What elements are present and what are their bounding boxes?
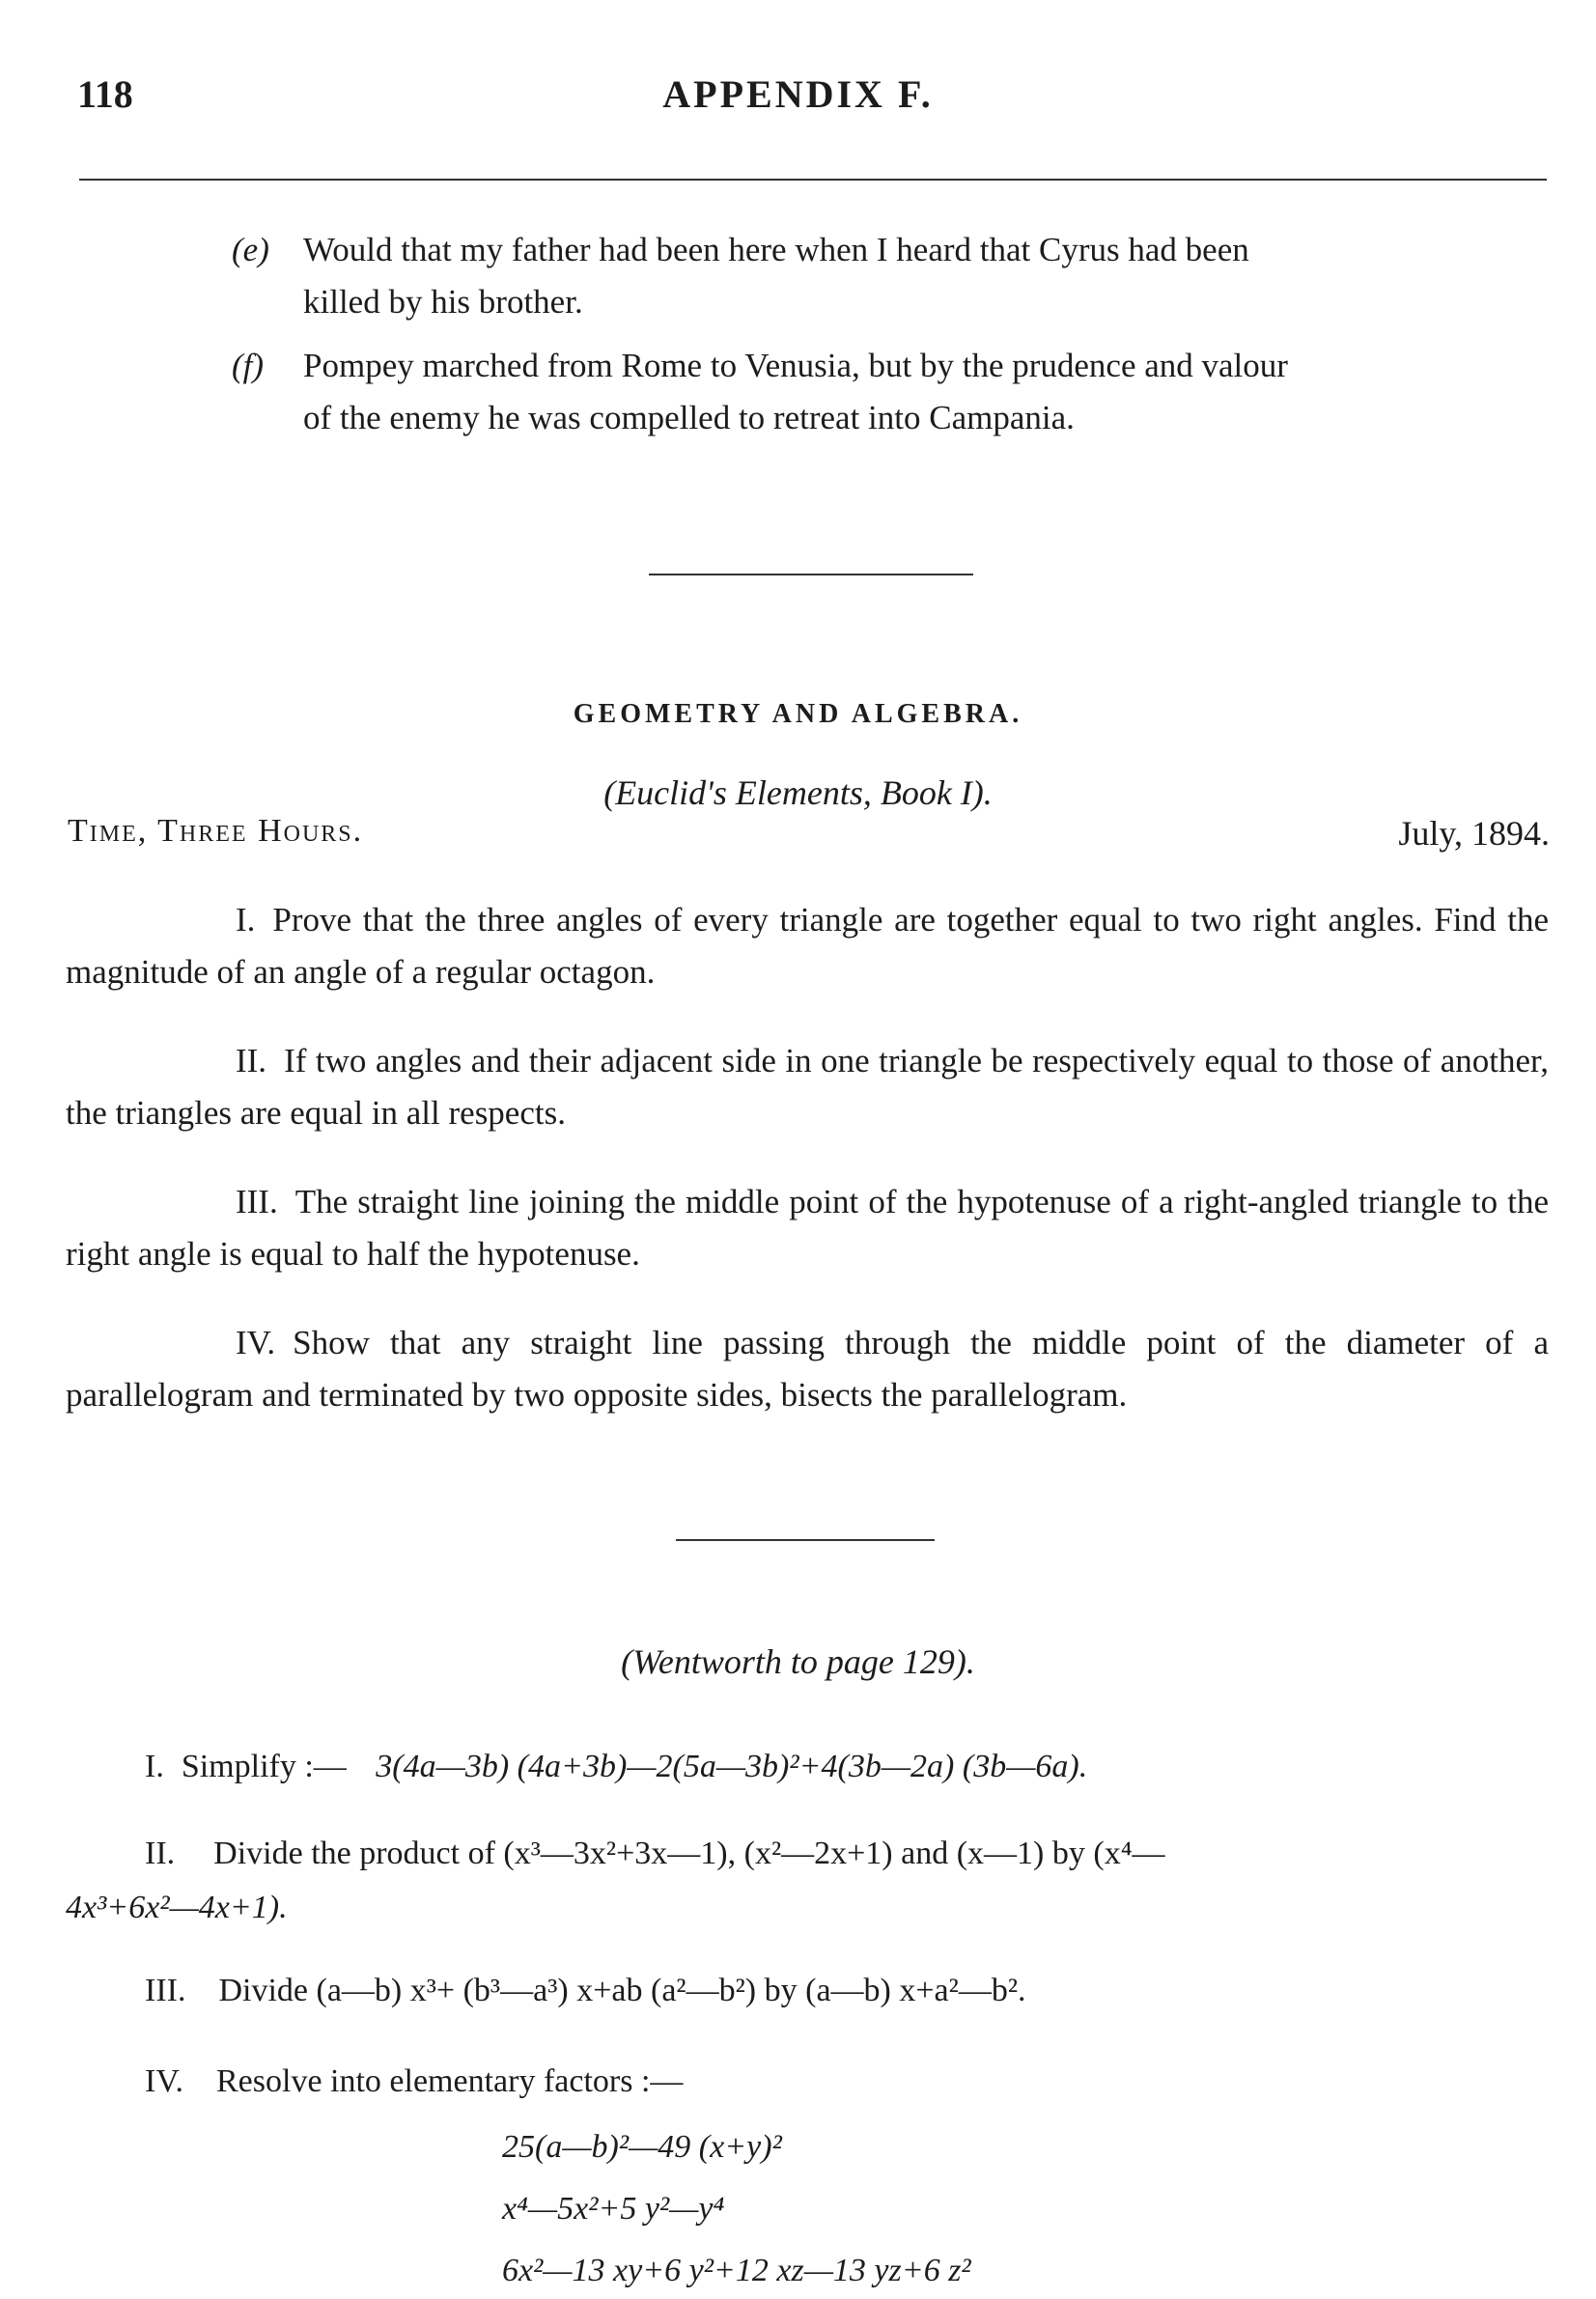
factor-expression-2: x⁴—5x²+5 y²—y⁴: [502, 2191, 725, 2227]
algebra-question-3: [145, 1964, 1554, 2018]
section-title: GEOMETRY AND ALGEBRA.: [573, 699, 1023, 729]
item-e-label: (e): [232, 231, 269, 268]
running-title: APPENDIX F.: [662, 72, 934, 116]
question-number: IV.: [145, 2063, 183, 2099]
item-f: [232, 340, 1564, 444]
geometry-question-1: [66, 894, 1549, 998]
item-e-line2: killed by his brother.: [303, 283, 583, 321]
question-text: Prove that the three angles of every triangle are together equal to two right angles. Find the magnitude of an angle of a regular octagon.: [66, 901, 1549, 991]
question-number: III.: [236, 1183, 278, 1220]
question-lead: Simplify :—: [181, 1749, 347, 1784]
question-text: Resolve into elementary factors :—: [216, 2063, 684, 2099]
question-number: II.: [236, 1042, 267, 1079]
geometry-question-2: [66, 1035, 1549, 1139]
question-text: Show that any straight line passing through the middle point of the diameter of a parallelogram and terminated by two opposite sides, bisects the parallelogram.: [66, 1324, 1549, 1414]
question-number: III.: [145, 1973, 186, 2008]
question-number: II.: [145, 1836, 176, 1871]
item-e-line1: Would that my father had been here when I heard that Cyrus had been: [303, 231, 1249, 268]
question-text: Divide (a—b) x³+ (b³—a³) x+ab (a²—b²) by (a—b) x+a²—b².: [218, 1973, 1026, 2008]
factor-expression-3: 6x²—13 xy+6 y²+12 xz—13 yz+6 z²: [502, 2253, 971, 2288]
page-number: 118: [77, 72, 133, 116]
question-text-line2: 4x³+6x²—4x+1).: [66, 1890, 288, 1925]
algebra-question-4: [145, 2055, 1554, 2109]
factor-expression-1: 25(a—b)²—49 (x+y)²: [502, 2129, 782, 2165]
question-number: I.: [145, 1749, 164, 1784]
math-expression: 3(4a—3b) (4a+3b)—2(5a—3b)²+4(3b—2a) (3b—6a).: [376, 1749, 1088, 1784]
algebra-question-1: [145, 1740, 1554, 1794]
item-f-label: (f): [232, 347, 265, 384]
factor-list: [502, 2120, 1468, 2298]
question-number: IV.: [236, 1324, 276, 1361]
question-text: The straight line joining the middle point of the hypotenuse of a right-angled triangle to the right angle is equal to half the hypotenuse.: [66, 1183, 1549, 1273]
question-text-line1: Divide the product of (x³—3x²+3x—1), (x²—2x+1) and (x—1) by (x⁴—: [213, 1836, 1165, 1871]
algebra-question-2: [66, 1827, 1554, 1935]
section-divider: [649, 574, 973, 575]
exam-time: Time, Three Hours.: [68, 813, 364, 849]
exam-date: July, 1894.: [1398, 814, 1550, 853]
item-f-line1: Pompey marched from Rome to Venusia, but by the prudence and valour: [303, 347, 1288, 384]
item-e: [232, 224, 1564, 328]
geometry-subtitle: (Euclid's Elements, Book I).: [603, 773, 993, 812]
algebra-subtitle: (Wentworth to page 129).: [621, 1642, 975, 1681]
question-text: If two angles and their adjacent side in one triangle be respectively equal to those of another, the triangles are equal in all respects.: [66, 1042, 1549, 1132]
question-number: I.: [236, 901, 256, 939]
geometry-question-4: [66, 1317, 1549, 1421]
geometry-question-3: [66, 1176, 1549, 1280]
header-rule: [79, 179, 1547, 181]
section-divider: [676, 1539, 935, 1541]
item-f-line2: of the enemy he was compelled to retreat into Campania.: [303, 399, 1075, 436]
